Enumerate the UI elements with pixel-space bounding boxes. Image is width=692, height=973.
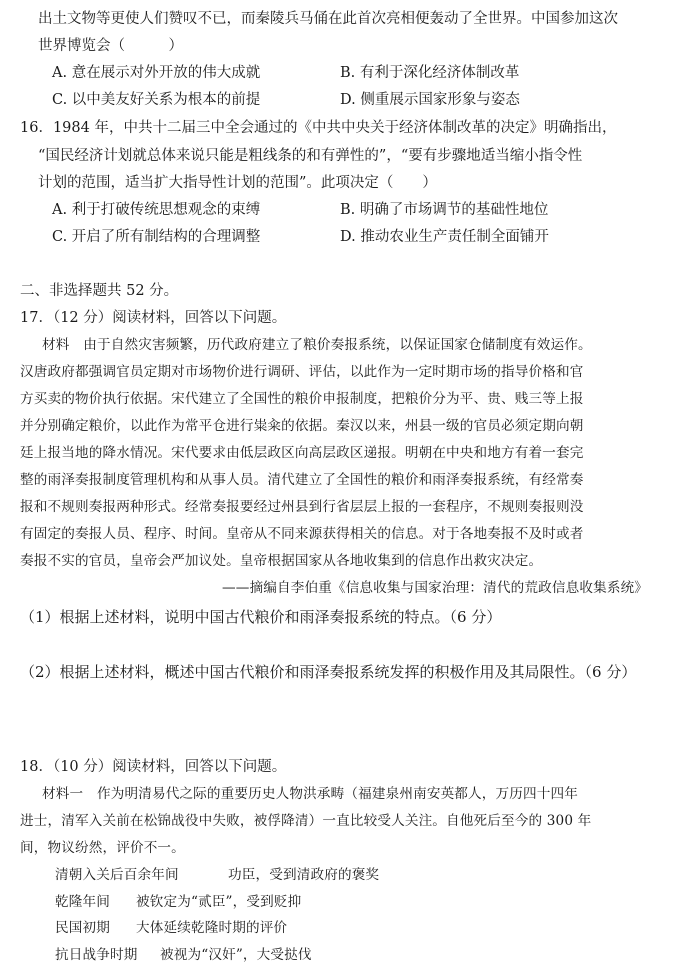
q16-stem-line1: 16．1984 年，中共十二届三中全会通过的《中共中央关于经济体制改革的决定》明确指出， xyxy=(20,120,617,136)
q15-stem-line2: 世界博览会（ ） xyxy=(38,38,183,54)
q17-material-line: 汉唐政府都强调官员定期对市场物价进行调研、评估，以此作为一定时期市场的指导价格和官 xyxy=(20,364,584,380)
q18-table-period: 抗日战争时期 xyxy=(55,947,138,963)
q15-option-c: C. 以中美友好关系为根本的前提 xyxy=(52,92,261,108)
q16-stem-line3: 计划的范围，适当扩大指导性计划的范围”。此项决定（ ） xyxy=(38,175,437,191)
q17-material-line: 有固定的奏报人员、程序、时间。皇帝从不同来源获得相关的信息。对于各地奏报不及时或者 xyxy=(20,526,584,542)
q16-option-d: D. 推动农业生产责任制全面铺开 xyxy=(340,229,549,245)
q17-material-line: 报和不规则奏报两种形式。经常奏报要经过州县到行省层层上报的一套程序，不规则奏报则没 xyxy=(20,499,584,515)
q18-material-line: 材料一 作为明清易代之际的重要历史人物洪承畴（福建泉州南安英都人，万历四十四年 xyxy=(42,786,579,802)
q18-table-evaluation: 功臣，受到清政府的褒奖 xyxy=(228,867,380,883)
q17-title: 17．（12 分）阅读材料，回答以下问题。 xyxy=(20,310,287,326)
q18-table-evaluation: 被视为“汉奸”，大受挞伐 xyxy=(160,947,312,963)
q15-option-b: B. 有利于深化经济体制改革 xyxy=(340,65,520,81)
q17-subquestion-2: （2）根据上述材料，概述中国古代粮价和雨泽奏报系统发挥的积极作用及其局限性。（6 分） xyxy=(20,663,637,681)
q15-stem-line1: 出土文物等更使人们赞叹不已，而秦陵兵马俑在此首次亮相便轰动了全世界。中国参加这次 xyxy=(38,11,618,27)
q17-source: ——摘编自李伯重《信息收集与国家治理：清代的荒政信息收集系统》 xyxy=(222,580,649,596)
q18-table-period: 清朝入关后百余年间 xyxy=(55,867,179,883)
q18-table-period: 民国初期 xyxy=(55,920,110,936)
q16-option-b: B. 明确了市场调节的基础性地位 xyxy=(340,202,549,218)
q18-material-line: 间，物议纷然，评价不一。 xyxy=(20,840,185,856)
q17-subquestion-1: （1）根据上述材料，说明中国古代粮价和雨泽奏报系统的特点。（6 分） xyxy=(20,608,502,626)
section-heading: 二、非选择题共 52 分。 xyxy=(20,283,179,299)
q17-material-line: 并分别确定粮价，以此作为常平仓进行粜籴的依据。秦汉以来，州县一级的官员必须定期向朝 xyxy=(20,418,584,434)
q17-material-line: 奏报不实的官员，皇帝会严加议处。皇帝根据国家从各地收集到的信息作出救灾决定。 xyxy=(20,553,543,569)
q17-material-line: 材料 由于自然灾害频繁，历代政府建立了粮价奏报系统，以保证国家仓储制度有效运作。 xyxy=(42,337,592,353)
q16-option-a: A. 利于打破传统思想观念的束缚 xyxy=(52,202,261,218)
q15-option-a: A. 意在展示对外开放的伟大成就 xyxy=(52,65,261,81)
q15-option-d: D. 侧重展示国家形象与姿态 xyxy=(340,92,520,108)
q16-stem-line2: “国民经济计划就总体来说只能是粗线条的和有弹性的”，“要有步骤地适当缩小指令性 xyxy=(38,148,583,164)
q18-table-period: 乾隆年间 xyxy=(55,894,110,910)
q18-table-evaluation: 大体延续乾隆时期的评价 xyxy=(136,920,288,936)
q18-title: 18．（10 分）阅读材料，回答以下问题。 xyxy=(20,759,287,775)
q17-material-line: 廷上报当地的降水情况。宋代要求由低层政区向高层政区递报。明朝在中央和地方有着一套完 xyxy=(20,445,584,461)
q16-option-c: C. 开启了所有制结构的合理调整 xyxy=(52,229,261,245)
q18-material-line: 进士，清军入关前在松锦战役中失败，被俘降清）一直比较受人关注。自他死后至今的 300 年 xyxy=(20,813,592,829)
q18-table-evaluation: 被钦定为“贰臣”，受到贬抑 xyxy=(136,894,302,910)
q17-material-line: 整的雨泽奏报制度管理机构和从事人员。清代建立了全国性的粮价和雨泽奏报系统，有经常奏 xyxy=(20,472,584,488)
q17-material-line: 方买卖的物价执行依据。宋代建立了全国性的粮价申报制度，把粮价分为平、贵、贱三等上报 xyxy=(20,391,584,407)
